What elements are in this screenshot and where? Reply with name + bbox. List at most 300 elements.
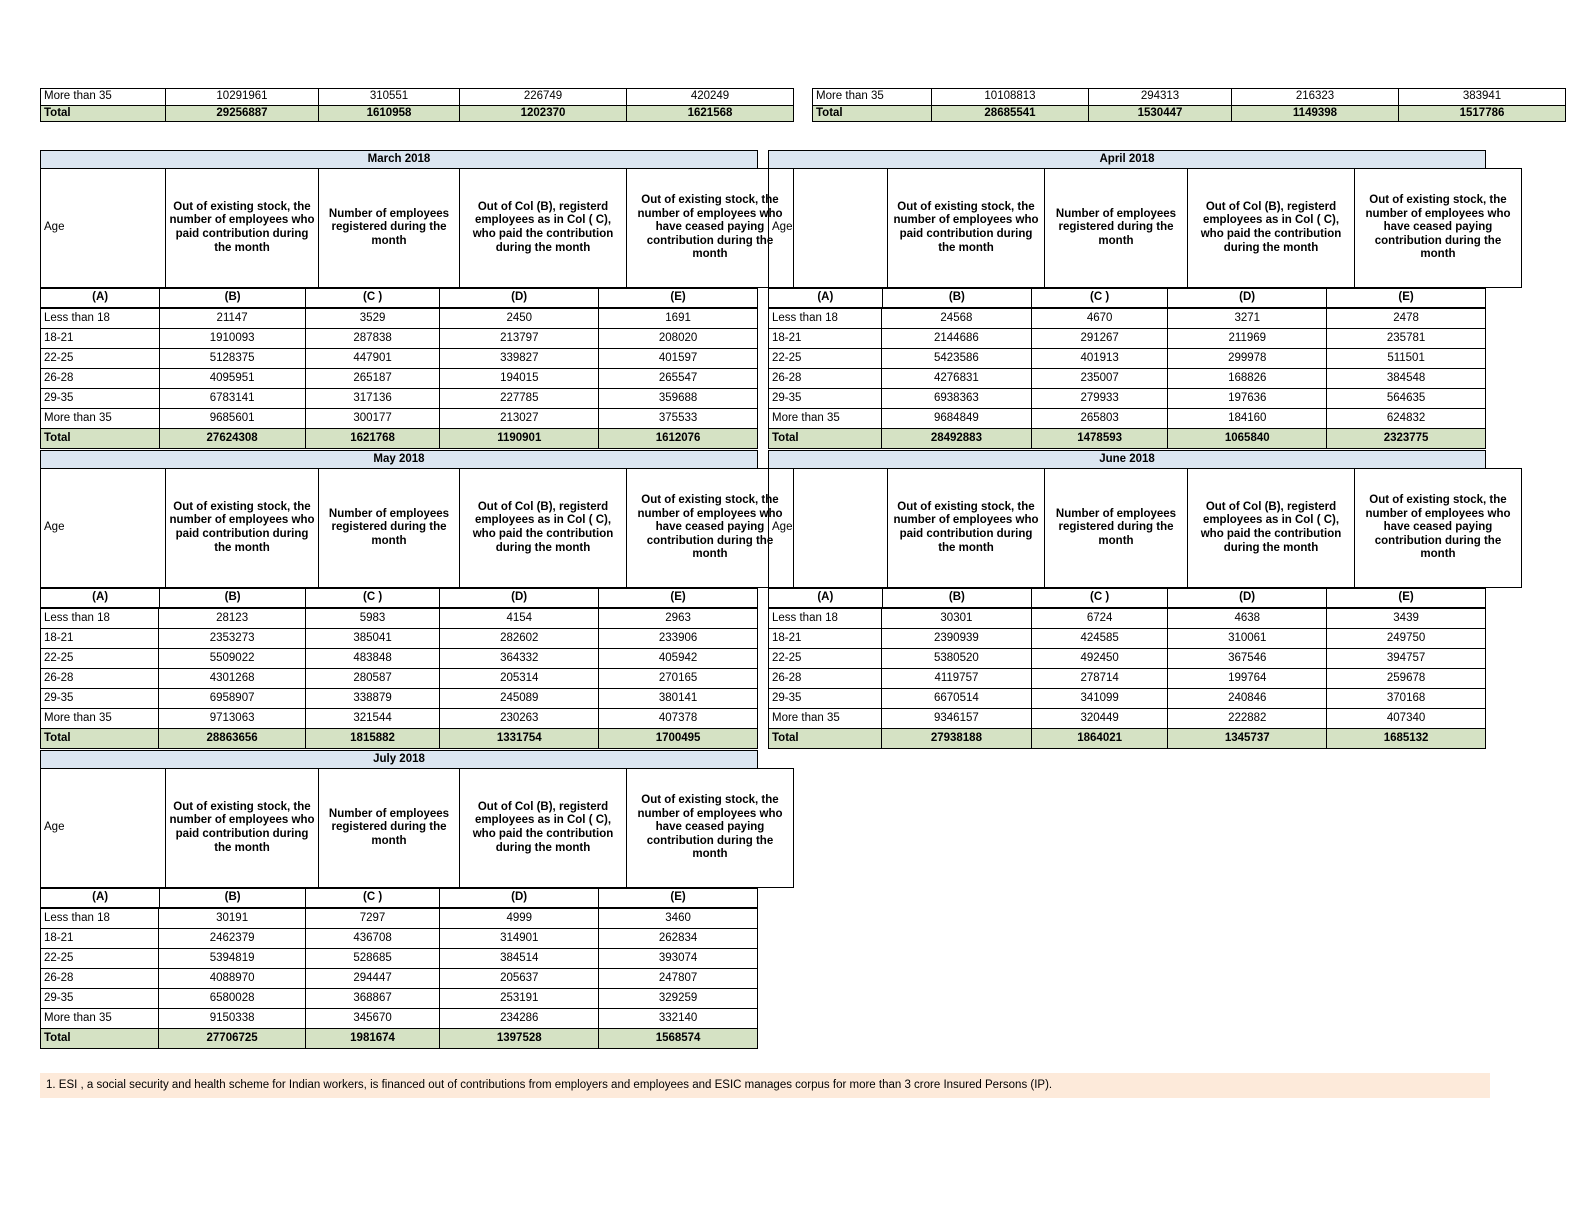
cell-d: 1065840 (1168, 429, 1327, 449)
table-row-total (41, 1029, 758, 1049)
cell-b: 27706725 (159, 1029, 305, 1049)
row-label: Less than 18 (769, 309, 882, 329)
table-row (41, 369, 758, 389)
cell-c: 235007 (1031, 369, 1168, 389)
top-fragment-tables (40, 88, 1566, 122)
cell-b: 9685601 (159, 409, 305, 429)
month-block-may (40, 450, 783, 749)
table-row (41, 349, 758, 369)
cell-e: 332140 (599, 1009, 758, 1029)
cell-c: 385041 (305, 629, 440, 649)
column-header-d: Out of Col (B), registerd employees as in Col ( C), who paid the contribution during the month (1188, 469, 1355, 588)
subheader-b: (B) (882, 589, 1031, 608)
cell-c: 1478593 (1031, 429, 1168, 449)
cell-d: 384514 (440, 949, 599, 969)
row-label: More than 35 (41, 709, 159, 729)
cell-e: 259678 (1327, 669, 1486, 689)
row-label: 26-28 (41, 669, 159, 689)
cell-c: 341099 (1031, 689, 1168, 709)
cell-e: 1621568 (627, 105, 794, 122)
cell-b: 6670514 (881, 689, 1031, 709)
cell-c: 265803 (1031, 409, 1168, 429)
subheader-a: (A) (41, 589, 160, 608)
month-block-march (40, 150, 783, 449)
subheader-e: (E) (1327, 289, 1486, 308)
row-label: Total (41, 105, 166, 122)
cell-e: 1691 (599, 309, 758, 329)
table-row (769, 649, 1486, 669)
subheader-table (40, 888, 758, 908)
table-row (769, 709, 1486, 729)
cell-c: 345670 (305, 1009, 440, 1029)
cell-d: 216323 (1232, 89, 1399, 106)
header-table (40, 168, 794, 288)
cell-c: 492450 (1031, 649, 1168, 669)
table-row-total (769, 729, 1486, 749)
cell-b: 6958907 (159, 689, 305, 709)
cell-e: 1517786 (1399, 105, 1566, 122)
row-label: 18-21 (769, 329, 882, 349)
row-label: 29-35 (769, 389, 882, 409)
column-header-e: Out of existing stock, the number of employees who have ceased paying contribution during the month (627, 769, 794, 888)
cell-d: 234286 (440, 1009, 599, 1029)
month-title-bar (40, 450, 758, 468)
cell-b: 28123 (159, 609, 305, 629)
subheader-b: (B) (160, 289, 306, 308)
cell-c: 1610958 (319, 105, 460, 122)
subheader-table (40, 288, 758, 308)
cell-c: 294313 (1089, 89, 1232, 106)
column-header-e: Out of existing stock, the number of employees who have ceased paying contribution during the month (1355, 469, 1522, 588)
header-table (768, 468, 1522, 588)
cell-c: 401913 (1031, 349, 1168, 369)
subheader-a: (A) (41, 289, 160, 308)
cell-b: 10291961 (166, 89, 319, 106)
row-label: Total (41, 1029, 159, 1049)
subheader-c: (C ) (305, 589, 439, 608)
cell-c: 1864021 (1031, 729, 1168, 749)
cell-d: 194015 (440, 369, 599, 389)
cell-c: 424585 (1031, 629, 1168, 649)
column-header-d: Out of Col (B), registerd employees as in Col ( C), who paid the contribution during the month (460, 769, 627, 888)
cell-d: 199764 (1168, 669, 1327, 689)
cell-d: 339827 (440, 349, 599, 369)
cell-e: 380141 (599, 689, 758, 709)
cell-e: 564635 (1327, 389, 1486, 409)
column-header-e: Out of existing stock, the number of employees who have ceased paying contribution during the month (627, 469, 794, 588)
cell-d: 4999 (440, 909, 599, 929)
footnote: 1. ESI , a social security and health scheme for Indian workers, is financed out of contributions from employers and employees and ESIC manages corpus for more than 3 crore Insured Persons (IP). (40, 1073, 1490, 1098)
cell-b: 9684849 (881, 409, 1031, 429)
cell-c: 310551 (319, 89, 460, 106)
cell-d: 1190901 (440, 429, 599, 449)
column-header-e: Out of existing stock, the number of employees who have ceased paying contribution during the month (1355, 169, 1522, 288)
cell-e: 329259 (599, 989, 758, 1009)
column-header-a: Age (769, 169, 888, 288)
cell-e: 270165 (599, 669, 758, 689)
cell-e: 235781 (1327, 329, 1486, 349)
cell-c: 287838 (305, 329, 440, 349)
cell-c: 294447 (305, 969, 440, 989)
cell-e: 407340 (1327, 709, 1486, 729)
row-label: 22-25 (41, 649, 159, 669)
cell-e: 233906 (599, 629, 758, 649)
cell-c: 368867 (305, 989, 440, 1009)
subheader-row (41, 589, 758, 608)
row-label: 18-21 (41, 329, 160, 349)
table-row (769, 689, 1486, 709)
cell-c: 447901 (305, 349, 440, 369)
column-header-c: Number of employees registered during the month (319, 769, 460, 888)
cell-b: 21147 (159, 309, 305, 329)
cell-e: 1568574 (599, 1029, 758, 1049)
table-row (41, 949, 758, 969)
row-label: 26-28 (41, 969, 159, 989)
cell-c: 321544 (305, 709, 440, 729)
column-header-b: Out of existing stock, the number of employees who paid contribution during the month (166, 769, 319, 888)
subheader-a: (A) (41, 889, 160, 908)
cell-c: 4670 (1031, 309, 1168, 329)
cell-d: 253191 (440, 989, 599, 1009)
cell-c: 1530447 (1089, 105, 1232, 122)
table-row (41, 1009, 758, 1029)
table-row (41, 609, 758, 629)
subheader-e: (E) (1327, 589, 1486, 608)
row-label: 29-35 (41, 689, 159, 709)
row-label: Less than 18 (769, 609, 882, 629)
data-table (40, 908, 758, 1049)
cell-c: 320449 (1031, 709, 1168, 729)
top-right-table (812, 88, 1566, 122)
cell-c: 528685 (305, 949, 440, 969)
cell-b: 28492883 (881, 429, 1031, 449)
row-label: Less than 18 (41, 309, 160, 329)
cell-e: 1700495 (599, 729, 758, 749)
cell-d: 213027 (440, 409, 599, 429)
cell-e: 359688 (599, 389, 758, 409)
cell-b: 1910093 (159, 329, 305, 349)
subheader-row (769, 589, 1486, 608)
subheader-d: (D) (1168, 589, 1327, 608)
table-row (41, 309, 758, 329)
cell-d: 310061 (1168, 629, 1327, 649)
cell-d: 1331754 (440, 729, 599, 749)
cell-b: 24568 (881, 309, 1031, 329)
cell-e: 249750 (1327, 629, 1486, 649)
row-label: More than 35 (41, 89, 166, 106)
cell-c: 3529 (305, 309, 440, 329)
subheader-d: (D) (440, 589, 599, 608)
row-label: 22-25 (41, 949, 159, 969)
cell-e: 3439 (1327, 609, 1486, 629)
header-table (40, 768, 794, 888)
month-title: March 2018 (367, 153, 431, 165)
cell-b: 28863656 (159, 729, 305, 749)
cell-c: 265187 (305, 369, 440, 389)
cell-e: 393074 (599, 949, 758, 969)
cell-d: 211969 (1168, 329, 1327, 349)
column-header-c: Number of employees registered during the month (1045, 469, 1188, 588)
subheader-row (41, 889, 758, 908)
cell-d: 227785 (440, 389, 599, 409)
header-table (40, 468, 794, 588)
data-table (768, 308, 1486, 449)
header-row (769, 469, 1522, 588)
month-title-bar (40, 750, 758, 768)
cell-e: 2478 (1327, 309, 1486, 329)
table-row (41, 629, 758, 649)
cell-d: 197636 (1168, 389, 1327, 409)
column-header-b: Out of existing stock, the number of employees who paid contribution during the month (888, 169, 1045, 288)
cell-b: 2353273 (159, 629, 305, 649)
cell-b: 5394819 (159, 949, 305, 969)
data-table (768, 608, 1486, 749)
cell-b: 9713063 (159, 709, 305, 729)
row-label: Total (769, 429, 882, 449)
cell-e: 2963 (599, 609, 758, 629)
cell-b: 4088970 (159, 969, 305, 989)
row-label: 29-35 (41, 989, 159, 1009)
subheader-d: (D) (1168, 289, 1327, 308)
row-label: 18-21 (769, 629, 882, 649)
cell-e: 394757 (1327, 649, 1486, 669)
cell-d: 245089 (440, 689, 599, 709)
cell-b: 10108813 (932, 89, 1089, 106)
subheader-table (40, 588, 758, 608)
row-label: 26-28 (41, 369, 160, 389)
table-row (769, 309, 1486, 329)
cell-d: 205314 (440, 669, 599, 689)
table-row (41, 989, 758, 1009)
column-header-d: Out of Col (B), registerd employees as in Col ( C), who paid the contribution during the month (1188, 169, 1355, 288)
cell-b: 6580028 (159, 989, 305, 1009)
cell-c: 5983 (305, 609, 440, 629)
cell-d: 4638 (1168, 609, 1327, 629)
row-label: Less than 18 (41, 909, 159, 929)
cell-b: 2144686 (881, 329, 1031, 349)
row-label: 18-21 (41, 629, 159, 649)
cell-b: 9150338 (159, 1009, 305, 1029)
data-table (40, 608, 758, 749)
cell-e: 375533 (599, 409, 758, 429)
cell-e: 262834 (599, 929, 758, 949)
table-row (769, 609, 1486, 629)
subheader-row (769, 289, 1486, 308)
cell-b: 5380520 (881, 649, 1031, 669)
cell-b: 9346157 (881, 709, 1031, 729)
month-title: April 2018 (1099, 153, 1155, 165)
table-row (41, 929, 758, 949)
cell-d: 1202370 (460, 105, 627, 122)
cell-c: 1815882 (305, 729, 440, 749)
subheader-a: (A) (769, 289, 883, 308)
cell-d: 184160 (1168, 409, 1327, 429)
cell-c: 291267 (1031, 329, 1168, 349)
cell-d: 4154 (440, 609, 599, 629)
cell-b: 6938363 (881, 389, 1031, 409)
row-label: 22-25 (41, 349, 160, 369)
cell-b: 28685541 (932, 105, 1089, 122)
cell-d: 168826 (1168, 369, 1327, 389)
subheader-b: (B) (882, 289, 1031, 308)
cell-d: 222882 (1168, 709, 1327, 729)
column-header-b: Out of existing stock, the number of employees who paid contribution during the month (888, 469, 1045, 588)
table-row (41, 389, 758, 409)
cell-e: 383941 (1399, 89, 1566, 106)
subheader-table (768, 288, 1486, 308)
header-row (41, 169, 794, 288)
row-label: 29-35 (769, 689, 882, 709)
cell-d: 240846 (1168, 689, 1327, 709)
table-row-total (813, 105, 1566, 122)
row-label: Total (41, 729, 159, 749)
table-row (769, 369, 1486, 389)
month-title-bar (40, 150, 758, 168)
cell-b: 4276831 (881, 369, 1031, 389)
cell-b: 30301 (881, 609, 1031, 629)
table-row-total (41, 429, 758, 449)
cell-d: 367546 (1168, 649, 1327, 669)
cell-b: 30191 (159, 909, 305, 929)
column-header-a: Age (41, 469, 166, 588)
cell-e: 1685132 (1327, 729, 1486, 749)
row-label: 29-35 (41, 389, 160, 409)
cell-d: 213797 (440, 329, 599, 349)
cell-c: 300177 (305, 409, 440, 429)
month-title: June 2018 (1099, 453, 1155, 465)
cell-b: 2390939 (881, 629, 1031, 649)
month-title: July 2018 (373, 753, 425, 765)
subheader-e: (E) (599, 289, 758, 308)
column-header-c: Number of employees registered during the month (1045, 169, 1188, 288)
table-row (41, 649, 758, 669)
column-header-a: Age (41, 169, 166, 288)
cell-d: 230263 (440, 709, 599, 729)
month-block-april (768, 150, 1511, 449)
row-label: Total (769, 729, 882, 749)
cell-b: 5509022 (159, 649, 305, 669)
subheader-d: (D) (440, 289, 599, 308)
cell-b: 27938188 (881, 729, 1031, 749)
cell-d: 2450 (440, 309, 599, 329)
table-row (769, 629, 1486, 649)
table-row (41, 89, 794, 106)
row-label: More than 35 (769, 409, 882, 429)
cell-e: 624832 (1327, 409, 1486, 429)
column-header-b: Out of existing stock, the number of employees who paid contribution during the month (166, 469, 319, 588)
cell-d: 226749 (460, 89, 627, 106)
row-label: Total (41, 429, 160, 449)
cell-c: 6724 (1031, 609, 1168, 629)
table-row-total (769, 429, 1486, 449)
cell-b: 4095951 (159, 369, 305, 389)
cell-c: 7297 (305, 909, 440, 929)
cell-d: 1397528 (440, 1029, 599, 1049)
table-row (41, 669, 758, 689)
cell-d: 1149398 (1232, 105, 1399, 122)
cell-b: 29256887 (166, 105, 319, 122)
cell-e: 2323775 (1327, 429, 1486, 449)
subheader-b: (B) (160, 889, 306, 908)
cell-b: 4119757 (881, 669, 1031, 689)
subheader-table (768, 588, 1486, 608)
cell-c: 278714 (1031, 669, 1168, 689)
table-row (769, 409, 1486, 429)
cell-d: 3271 (1168, 309, 1327, 329)
month-title-bar (768, 150, 1486, 168)
header-row (769, 169, 1522, 288)
cell-d: 314901 (440, 929, 599, 949)
row-label: Total (813, 105, 932, 122)
cell-e: 384548 (1327, 369, 1486, 389)
cell-e: 247807 (599, 969, 758, 989)
subheader-c: (C ) (1032, 289, 1168, 308)
table-row-total (41, 105, 794, 122)
cell-b: 2462379 (159, 929, 305, 949)
subheader-c: (C ) (305, 289, 439, 308)
cell-e: 407378 (599, 709, 758, 729)
cell-e: 401597 (599, 349, 758, 369)
cell-c: 280587 (305, 669, 440, 689)
table-row (41, 689, 758, 709)
data-table (40, 308, 758, 449)
header-row (41, 769, 794, 888)
month-title: May 2018 (373, 453, 425, 465)
row-label: 22-25 (769, 649, 882, 669)
cell-c: 338879 (305, 689, 440, 709)
row-label: Less than 18 (41, 609, 159, 629)
row-label: 26-28 (769, 369, 882, 389)
column-header-c: Number of employees registered during the month (319, 469, 460, 588)
row-label: More than 35 (769, 709, 882, 729)
header-table (768, 168, 1522, 288)
column-header-e: Out of existing stock, the number of employees who have ceased paying contribution during the month (627, 169, 794, 288)
cell-c: 436708 (305, 929, 440, 949)
subheader-c: (C ) (305, 889, 439, 908)
column-header-c: Number of employees registered during the month (319, 169, 460, 288)
cell-e: 1612076 (599, 429, 758, 449)
cell-d: 299978 (1168, 349, 1327, 369)
cell-e: 208020 (599, 329, 758, 349)
subheader-e: (E) (599, 589, 758, 608)
cell-d: 282602 (440, 629, 599, 649)
cell-b: 27624308 (159, 429, 305, 449)
cell-e: 511501 (1327, 349, 1486, 369)
row-label: 22-25 (769, 349, 882, 369)
table-row-total (41, 729, 758, 749)
cell-e: 3460 (599, 909, 758, 929)
cell-e: 370168 (1327, 689, 1486, 709)
month-block-july (40, 750, 783, 1049)
subheader-d: (D) (440, 889, 599, 908)
table-row (41, 969, 758, 989)
subheader-b: (B) (160, 589, 306, 608)
subheader-c: (C ) (1032, 589, 1168, 608)
row-label: 18-21 (41, 929, 159, 949)
table-row (769, 669, 1486, 689)
cell-b: 5128375 (159, 349, 305, 369)
cell-e: 405942 (599, 649, 758, 669)
subheader-a: (A) (769, 589, 883, 608)
cell-e: 265547 (599, 369, 758, 389)
row-label: 26-28 (769, 669, 882, 689)
subheader-e: (E) (599, 889, 758, 908)
cell-c: 1981674 (305, 1029, 440, 1049)
table-row (769, 349, 1486, 369)
column-header-b: Out of existing stock, the number of employees who paid contribution during the month (166, 169, 319, 288)
cell-b: 5423586 (881, 349, 1031, 369)
cell-e: 420249 (627, 89, 794, 106)
